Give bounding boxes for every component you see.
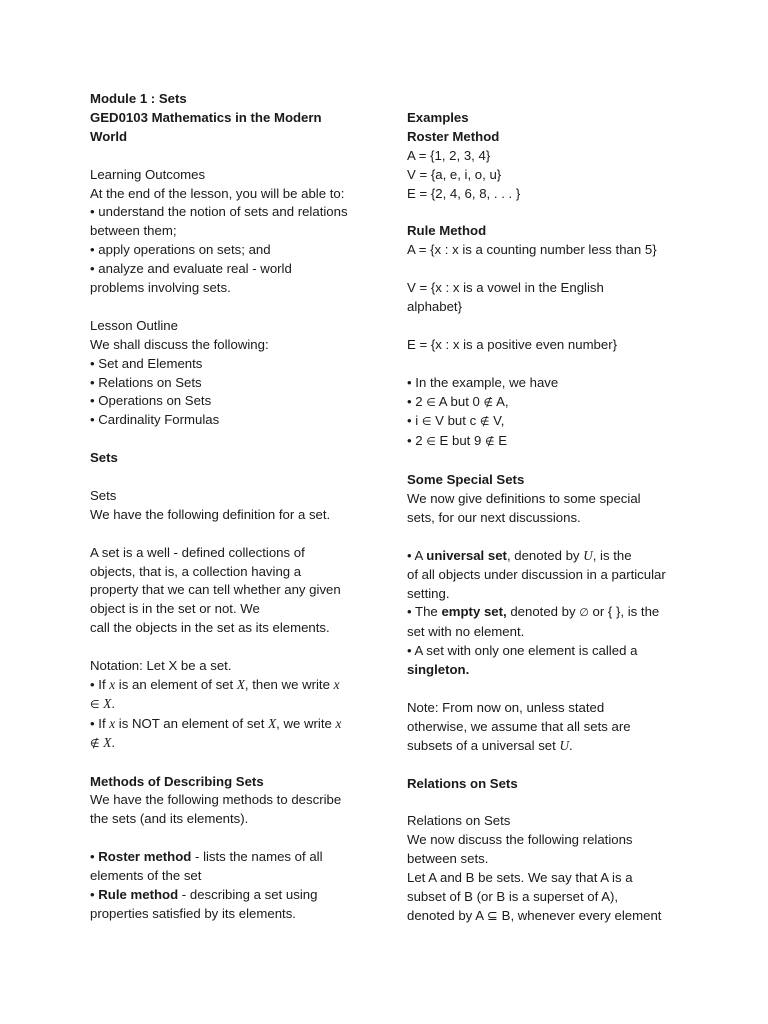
learning-outcome-1b: between them; bbox=[90, 223, 177, 239]
examples-heading: Examples bbox=[407, 110, 469, 125]
outline-item: • Relations on Sets bbox=[90, 374, 202, 390]
outline-item: • Operations on Sets bbox=[90, 393, 212, 409]
notation-not-element-of-cont: ∉ X. bbox=[90, 734, 115, 750]
rule-method-heading: Rule Method bbox=[407, 223, 487, 239]
not-element-of-symbol: ∉ bbox=[90, 736, 100, 750]
learning-outcomes-heading: Learning Outcomes bbox=[90, 166, 206, 182]
special-sets-heading: Some Special Sets bbox=[407, 472, 525, 488]
notation-not-element-of: • If x is NOT an element of set X, we write x bbox=[90, 715, 342, 731]
set-definition-line: call the objects in the set as its elements. bbox=[90, 620, 330, 636]
right-column bbox=[407, 109, 687, 926]
roster-method-item-cont: elements of the set bbox=[90, 868, 202, 884]
notation-element-of-cont: ∈ X. bbox=[90, 695, 115, 711]
roster-example: A = {1, 2, 3, 4} bbox=[407, 147, 491, 163]
universal-set-definition: • A universal set, denoted by U, is the bbox=[407, 547, 632, 563]
membership-example: • 2 ∈ A but 0 ∉ A, bbox=[407, 393, 509, 409]
special-sets-intro-2: sets, for our next discussions. bbox=[407, 509, 581, 525]
rule-method-item-cont: properties satisfied by its elements. bbox=[90, 905, 296, 921]
universal-set-definition-cont: setting. bbox=[407, 585, 450, 601]
singleton-term: singleton. bbox=[407, 662, 470, 678]
outline-item: • Set and Elements bbox=[90, 355, 203, 371]
relations-text: Let A and B be sets. We say that A is a bbox=[407, 870, 633, 886]
sets-definition-intro: We have the following definition for a set. bbox=[90, 506, 331, 522]
relations-text: subset of B (or B is a superset of A), bbox=[407, 889, 619, 905]
rule-example-v-cont: alphabet} bbox=[407, 299, 463, 315]
sets-subheading: Sets bbox=[90, 487, 117, 503]
relations-text: between sets. bbox=[407, 851, 489, 867]
set-definition-line: object is in the set or not. We bbox=[90, 601, 260, 617]
left-column bbox=[90, 90, 370, 924]
empty-set-definition: • The empty set, denoted by ∅ or { }, is the bbox=[407, 604, 660, 620]
methods-heading: Methods of Describing Sets bbox=[90, 773, 264, 789]
set-definition-line: objects, that is, a collection having a bbox=[90, 563, 302, 579]
note-line-1: Note: From now on, unless stated bbox=[407, 699, 605, 715]
relations-text: We now discuss the following relations bbox=[407, 832, 633, 848]
membership-example: • 2 ∈ E but 9 ∉ E bbox=[407, 433, 508, 449]
special-sets-intro-1: We now give definitions to some special bbox=[407, 491, 641, 507]
outline-item: • Cardinality Formulas bbox=[90, 412, 220, 428]
membership-example: • i ∈ V but c ∉ V, bbox=[407, 413, 505, 429]
relations-heading: Relations on Sets bbox=[407, 775, 518, 791]
methods-intro-2: the sets (and its elements). bbox=[90, 811, 249, 827]
universal-set-definition-cont: of all objects under discussion in a particular bbox=[407, 566, 666, 582]
example-intro: • In the example, we have bbox=[407, 374, 559, 390]
learning-outcomes-intro: At the end of the lesson, you will be able to: bbox=[90, 185, 345, 201]
set-definition-line: A set is a well - defined collections of bbox=[90, 544, 305, 560]
relations-text: denoted by A ⊆ B, whenever every element bbox=[407, 907, 662, 923]
learning-outcome-2: • apply operations on sets; and bbox=[90, 242, 271, 258]
lesson-outline-intro: We shall discuss the following: bbox=[90, 336, 269, 352]
empty-set-symbol: ∅ bbox=[579, 606, 589, 620]
empty-set-definition-cont: set with no element. bbox=[407, 624, 525, 640]
note-line-3: subsets of a universal set U. bbox=[407, 737, 573, 753]
element-of-symbol: ∈ bbox=[90, 697, 100, 711]
learning-outcome-1a: • understand the notion of sets and relations bbox=[90, 204, 348, 220]
notation-element-of: • If x is an element of set X, then we write x bbox=[90, 677, 340, 692]
lesson-outline-heading: Lesson Outline bbox=[90, 317, 178, 333]
note-line-2: otherwise, we assume that all sets are bbox=[407, 718, 631, 734]
set-definition-line: property that we can tell whether any given bbox=[90, 582, 341, 598]
course-title-line-2: World bbox=[90, 128, 128, 144]
roster-example: E = {2, 4, 6, 8, . . . } bbox=[407, 185, 521, 201]
rule-example-e: E = {x : x is a positive even number} bbox=[407, 336, 618, 352]
learning-outcome-3b: problems involving sets. bbox=[90, 280, 231, 296]
learning-outcome-3a: • analyze and evaluate real - world bbox=[90, 261, 292, 277]
methods-intro-1: We have the following methods to describe bbox=[90, 792, 342, 808]
sets-heading: Sets bbox=[90, 450, 118, 466]
course-title-line-1: GED0103 Mathematics in the Modern bbox=[90, 109, 322, 125]
roster-method-item: • Roster method - lists the names of all bbox=[90, 849, 323, 865]
relations-subheading: Relations on Sets bbox=[407, 813, 511, 829]
roster-example: V = {a, e, i, o, u} bbox=[407, 166, 502, 182]
notation-line: Notation: Let X be a set. bbox=[90, 658, 232, 674]
roster-method-heading: Roster Method bbox=[407, 128, 500, 144]
rule-method-item: • Rule method - describing a set using bbox=[90, 886, 318, 902]
singleton-definition: • A set with only one element is called a bbox=[407, 643, 638, 659]
module-title: Module 1 : Sets bbox=[90, 91, 187, 106]
rule-example-a: A = {x : x is a counting number less than 5} bbox=[407, 242, 657, 258]
rule-example-v: V = {x : x is a vowel in the English bbox=[407, 280, 604, 296]
